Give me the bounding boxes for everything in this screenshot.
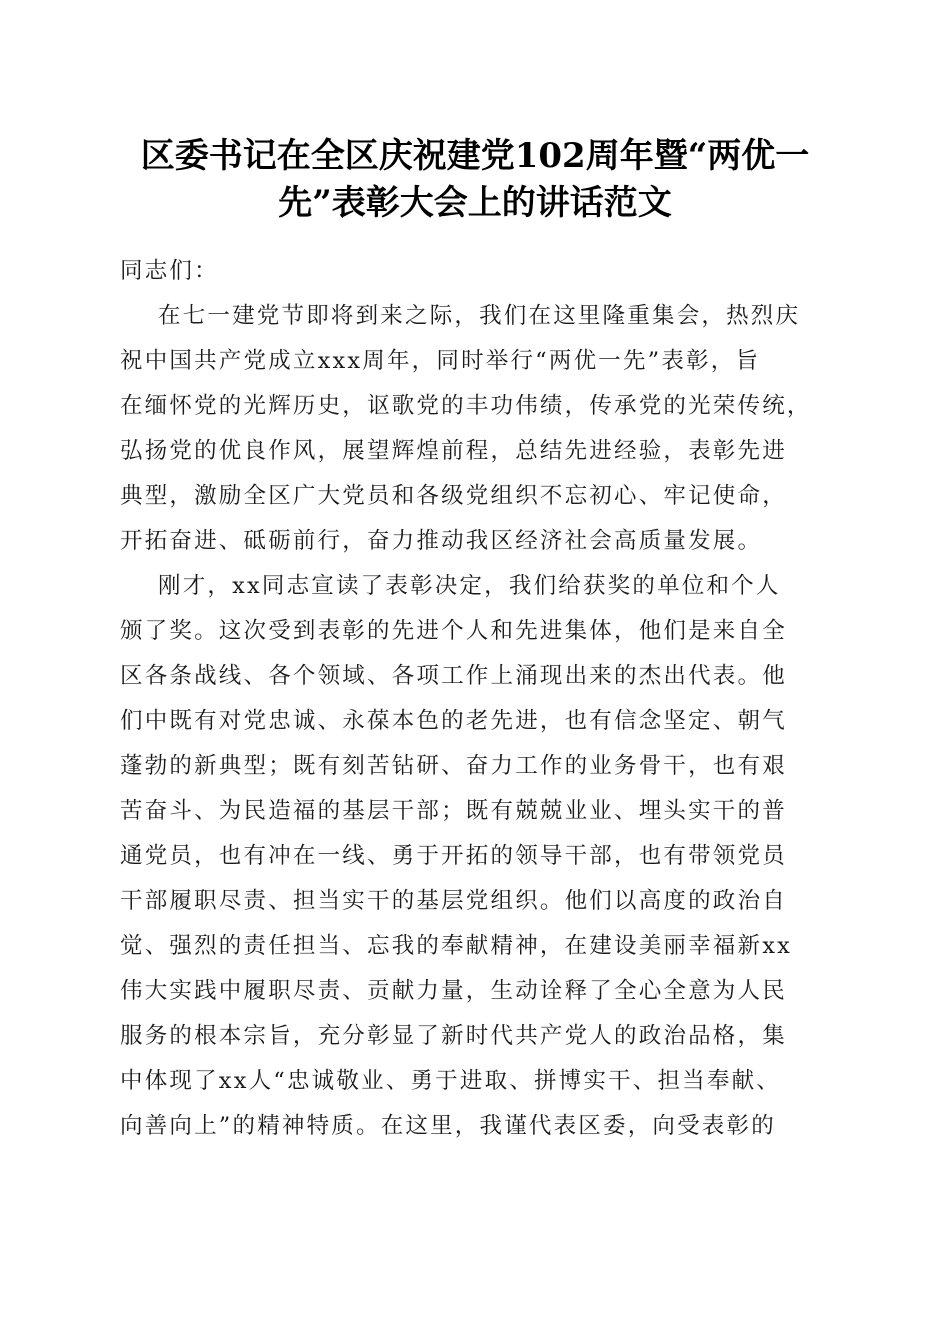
paragraph-line: 刚才，xx同志宣读了表彰决定，我们给获奖的单位和个人 (158, 573, 781, 599)
paragraph-line: 弘扬党的优良作风，展望辉煌前程，总结先进经验，表彰先进 (120, 438, 787, 464)
document-title (110, 133, 840, 227)
paragraph-2 (120, 564, 832, 1149)
paragraph-line: 通党员，也有冲在一线、勇于开拓的领导干部，也有带领党员 (120, 843, 787, 869)
paragraph-line: 向善向上”的精神特质。在这里，我谨代表区委，向受表彰的 (120, 1113, 776, 1139)
paragraph-line: 祝中国共产党成立xxx周年，同时举行“两优一先”表彰，旨 (120, 348, 761, 374)
paragraph-line: 干部履职尽责、担当实干的基层党组织。他们以高度的政治自 (120, 888, 787, 914)
paragraph-line: 服务的根本宗旨，充分彰显了新时代共产党人的政治品格，集 (120, 1023, 787, 1049)
paragraph-line: 苦奋斗、为民造福的基层干部；既有兢兢业业、埋头实干的普 (120, 798, 787, 824)
paragraph-line: 们中既有对党忠诚、永葆本色的老先进，也有信念坚定、朝气 (120, 708, 787, 734)
title-line: 区委书记在全区庆祝建党102周年暨“两优一 (140, 136, 810, 176)
paragraph-line: 在缅怀党的光辉历史，讴歌党的丰功伟绩，传承党的光荣传统， (120, 393, 812, 419)
paragraph-line: 颁了奖。这次受到表彰的先进个人和先进集体，他们是来自全 (120, 618, 787, 644)
paragraph-line: 蓬勃的新典型；既有刻苦钻研、奋力工作的业务骨干，也有艰 (120, 753, 787, 779)
paragraph-line: 典型，激励全区广大党员和各级党组织不忘初心、牢记使命， (120, 483, 787, 509)
title-line: 先”表彰大会上的讲话范文 (278, 183, 672, 223)
paragraph-line: 在七一建党节即将到来之际，我们在这里隆重集会，热烈庆 (158, 303, 801, 329)
paragraph-line: 开拓奋进、砥砺前行，奋力推动我区经济社会高质量发展。 (120, 528, 763, 554)
paragraph-1 (120, 294, 832, 564)
greeting: 同志们： (120, 258, 219, 284)
paragraph-line: 伟大实践中履职尽责、贡献力量，生动诠释了全心全意为人民 (120, 978, 787, 1004)
document-body (120, 249, 832, 1149)
paragraph-line: 区各条战线、各个领域、各项工作上涌现出来的杰出代表。他 (120, 663, 787, 689)
paragraph-line: 觉、强烈的责任担当、忘我的奉献精神，在建设美丽幸福新xx (120, 933, 792, 959)
paragraph-line: 中体现了xx人“忠诚敬业、勇于进取、拼博实干、担当奉献、 (120, 1068, 781, 1094)
